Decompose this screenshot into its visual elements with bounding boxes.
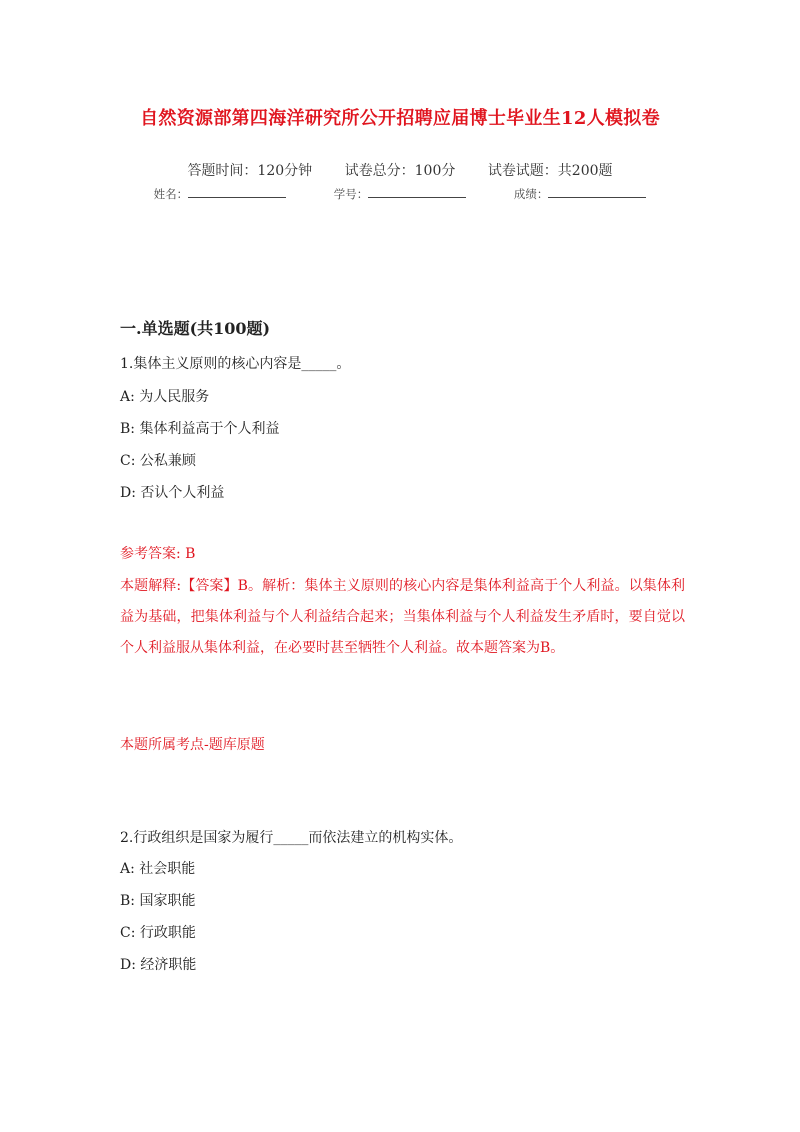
name-field: [154, 186, 287, 202]
question-1-option-b: B: 集体利益高于个人利益: [120, 421, 280, 437]
question-1-option-a: A: 为人民服务: [120, 389, 210, 405]
question-2-option-b: B: 国家职能: [120, 893, 196, 909]
question-2-option-d: D: 经济职能: [120, 957, 197, 973]
grade-blank: [548, 187, 646, 198]
student-id-label: 学号：: [333, 187, 369, 201]
student-id-field: [334, 186, 467, 202]
name-blank: [188, 187, 286, 198]
question-1-stem: 1.集体主义原则的核心内容是_____。: [120, 356, 351, 372]
exam-time: 答题时间：120分钟: [187, 163, 313, 179]
exam-meta: [0, 160, 800, 180]
grade-label: 成绩：: [513, 187, 549, 201]
grade-field: [514, 186, 647, 202]
question-1-option-c: C: 公私兼顾: [120, 453, 196, 469]
question-1-knowledge-point: 本题所属考点-题库原题: [120, 737, 265, 753]
exam-title: 自然资源部第四海洋研究所公开招聘应届博士毕业生12人模拟卷: [140, 108, 660, 129]
question-1-answer: 参考答案: B: [120, 546, 196, 562]
exam-total-score: 试卷总分：100分: [344, 163, 456, 179]
exam-fields: [0, 186, 800, 202]
question-1-option-d: D: 否认个人利益: [120, 485, 225, 501]
exam-question-count: 试卷试题：共200题: [487, 163, 613, 179]
question-2-option-c: C: 行政职能: [120, 925, 196, 941]
name-label: 姓名：: [153, 187, 189, 201]
student-id-blank: [368, 187, 466, 198]
question-2-option-a: A: 社会职能: [120, 861, 196, 877]
question-1-explanation: 本题解释:【答案】B。解析：集体主义原则的核心内容是集体利益高于个人利益。以集体利益为基础，把集体利益与个人利益结合起来；当集体利益与个人利益发生矛盾时，要自觉以个人利益服从集体利益，在必要时甚至牺牲个人利益。故本题答案为B。: [120, 578, 685, 656]
question-2-stem: 2.行政组织是国家为履行_____而依法建立的机构实体。: [120, 830, 463, 846]
section-title: 一.单选题(共100题): [120, 319, 271, 338]
